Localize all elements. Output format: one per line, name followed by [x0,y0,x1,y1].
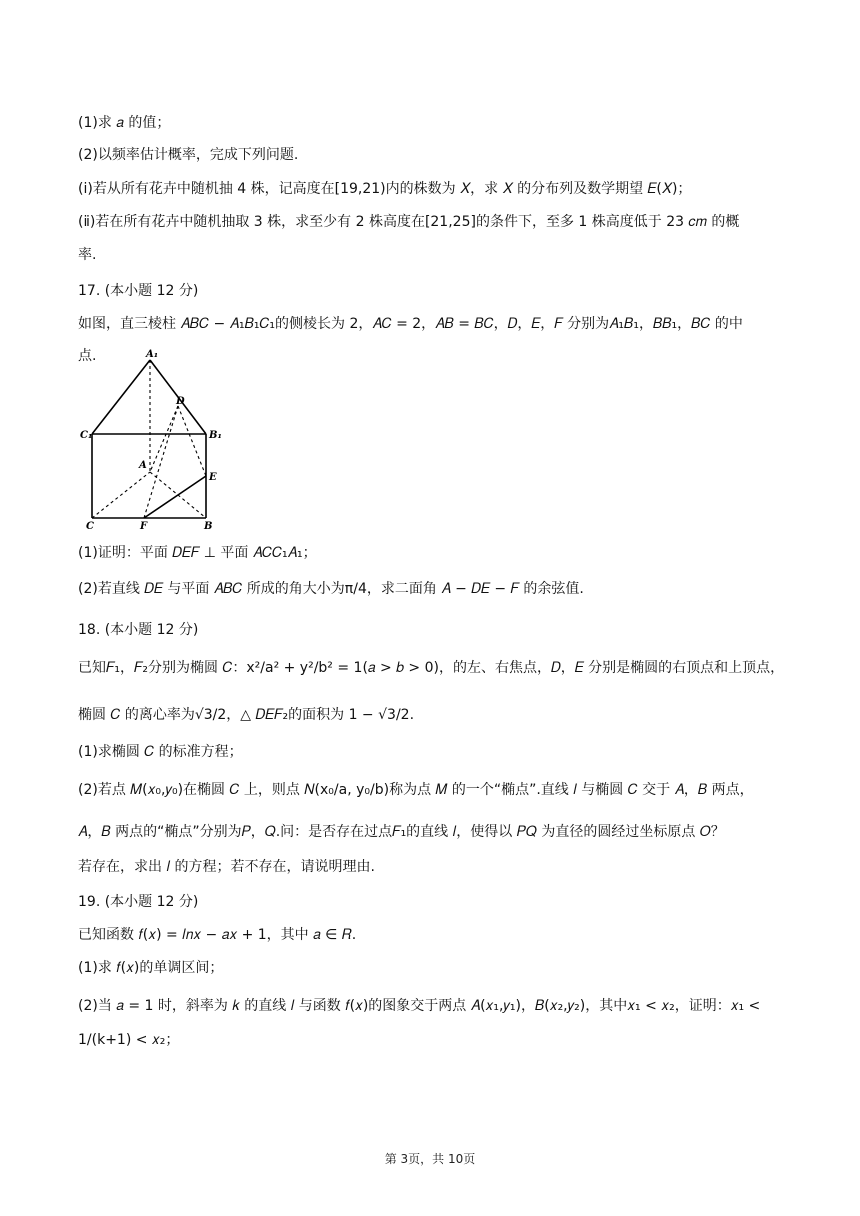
edge-d-f [144,406,178,518]
label-c1: C₁ [80,430,93,441]
edge-d-a [150,406,178,472]
label-c: C [86,521,94,532]
text-line: (ⅱ)若在所有花卉中随机抽取 3 株，求至少有 2 株高度在[21,25]的条件下，至多 1 株高度低于 23 𝑐𝑚 的概 [78,214,740,230]
text-line: 17. (本小题 12 分) [78,283,199,299]
label-f: F [140,521,148,532]
edge-a-b [150,472,206,518]
text-line: (2)若点 𝑀(𝑥₀,𝑦₀)在椭圆 𝐶 上，则点 𝑁(x₀/a, y₀/b)称为点 𝑀 的一个“椭点”.直线 𝑙 与椭圆 𝐶 交于 𝐴，𝐵 两点， [78,782,754,798]
text-line: (1)求椭圆 𝐶 的标准方程； [78,744,243,760]
text-line: 已知𝐹₁，𝐹₂分别为椭圆 𝐶：x²/a² + y²/b² = 1(𝑎 > 𝑏 > 0)，的左、右焦点，𝐷，𝐸 分别是椭圆的右顶点和上顶点， [78,660,785,676]
triangular-prism-diagram [76,348,226,532]
text-line: 点. [78,348,97,364]
text-line: (ⅰ)若从所有花卉中随机抽 4 株，记高度在[19,21)内的株数为 𝑋，求 𝑋 的分布列及数学期望 𝐸(𝑋)； [78,181,692,197]
edge-c1-a1 [92,360,150,434]
prism-figure [76,348,226,532]
text-line: (2)若直线 𝐷𝐸 与平面 𝐴𝐵𝐶 所成的角大小为π/4，求二面角 𝐴 − 𝐷𝐸 − 𝐹 的余弦值. [78,581,584,597]
text-line: 椭圆 𝐶 的离心率为√3/2，△ 𝐷𝐸𝐹₂的面积为 1 − √3/2. [78,707,415,723]
label-a1: A₁ [146,349,159,360]
label-d: D [176,396,185,407]
label-e: E [209,472,217,483]
label-b: B [204,521,213,532]
text-line: (1)求 𝑓(𝑥)的单调区间； [78,960,224,976]
text-line: (1)求 𝑎 的值； [78,115,171,131]
text-line: 如图，直三棱柱 𝐴𝐵𝐶 − 𝐴₁𝐵₁𝐶₁的侧棱长为 2，𝐴𝐶 = 2，𝐴𝐵 = 𝐵𝐶，𝐷，𝐸，𝐹 分别为𝐴₁𝐵₁，𝐵𝐵₁，𝐵𝐶 的中 [78,316,743,332]
label-b1: B₁ [209,430,222,441]
text-line: 已知函数 𝑓(𝑥) = 𝑙𝑛𝑥 − 𝑎𝑥 + 1，其中 𝑎 ∈ 𝑅. [78,927,357,943]
text-line: (1)证明：平面 𝐷𝐸𝐹 ⊥ 平面 𝐴𝐶𝐶₁𝐴₁； [78,545,317,561]
label-a: A [139,460,147,471]
page-footer: 第 3页，共 10页 [384,1152,476,1166]
text-line: 1/(k+1) < 𝑥₂； [78,1032,180,1048]
text-line: 𝐴，𝐵 两点的“椭点”分别为𝑃，𝑄.问：是否存在过点𝐹₁的直线 𝑙，使得以 𝑃𝑄 为直径的圆经过坐标原点 𝑂？ [78,824,725,840]
text-line: (2)当 𝑎 = 1 时，斜率为 𝑘 的直线 𝑙 与函数 𝑓(𝑥)的图象交于两点 𝐴(𝑥₁,𝑦₁)，𝐵(𝑥₂,𝑦₂)，其中𝑥₁ < 𝑥₂，证明：𝑥₁ < [78,998,761,1014]
edge-f-e [144,476,206,518]
text-line: (2)以频率估计概率，完成下列问题. [78,147,299,163]
edge-c-a [92,472,150,518]
text-line: 率. [78,247,97,263]
text-line: 若存在，求出 𝑙 的方程；若不存在，请说明理由. [78,859,375,875]
text-line: 18. (本小题 12 分) [78,622,199,638]
text-line: 19. (本小题 12 分) [78,894,199,910]
